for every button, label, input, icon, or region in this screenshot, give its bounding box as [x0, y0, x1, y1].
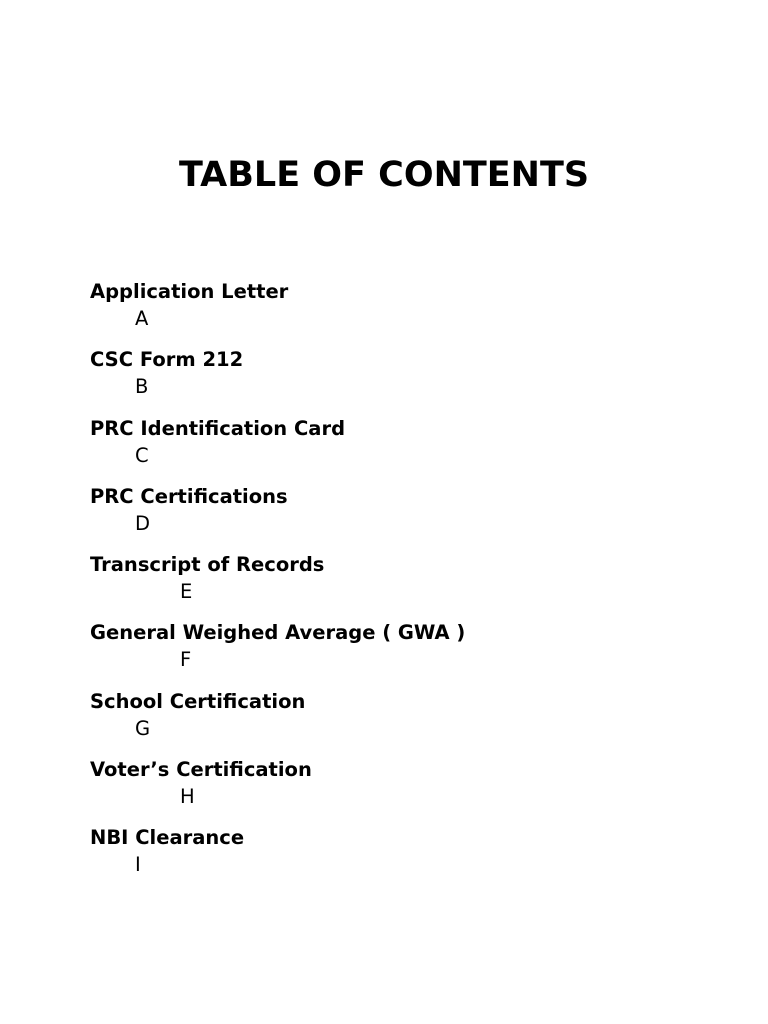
toc-entry-title: CSC Form 212 — [90, 348, 244, 372]
toc-entry-letter: D — [135, 511, 151, 535]
toc-list — [90, 280, 730, 895]
toc-entry-title: PRC Certifications — [90, 484, 288, 508]
toc-entry-letter: C — [135, 443, 149, 467]
toc-entry-title: Application Letter — [90, 280, 289, 303]
toc-entry-general-weighed-average — [90, 621, 730, 689]
toc-entry-title: NBI Clearance — [90, 826, 245, 850]
toc-entry-letter: H — [180, 785, 195, 809]
toc-entry-csc-form-212 — [90, 348, 730, 416]
toc-entry-letter: E — [180, 580, 193, 604]
toc-entry-application-letter — [90, 280, 730, 348]
toc-entry-voters-certification — [90, 758, 730, 826]
toc-entry-letter: G — [135, 716, 151, 740]
toc-entry-prc-certifications — [90, 485, 730, 553]
toc-entry-title: Transcript of Records — [90, 553, 325, 577]
toc-entry-title: General Weighed Average ( GWA ) — [90, 621, 466, 645]
toc-entry-prc-identification-card — [90, 417, 730, 485]
toc-entry-title: School Certification — [90, 689, 306, 713]
toc-entry-title: Voter’s Certification — [90, 758, 312, 782]
toc-entry-letter: F — [180, 648, 192, 672]
toc-entry-letter: A — [135, 307, 149, 330]
toc-entry-nbi-clearance — [90, 826, 730, 894]
toc-entry-letter: B — [135, 375, 149, 399]
toc-entry-title: PRC Identification Card — [90, 416, 346, 440]
page-title: TABLE OF CONTENTS — [178, 155, 590, 195]
toc-entry-transcript-of-records — [90, 553, 730, 621]
toc-entry-school-certification — [90, 690, 730, 758]
toc-entry-letter: I — [135, 853, 141, 877]
